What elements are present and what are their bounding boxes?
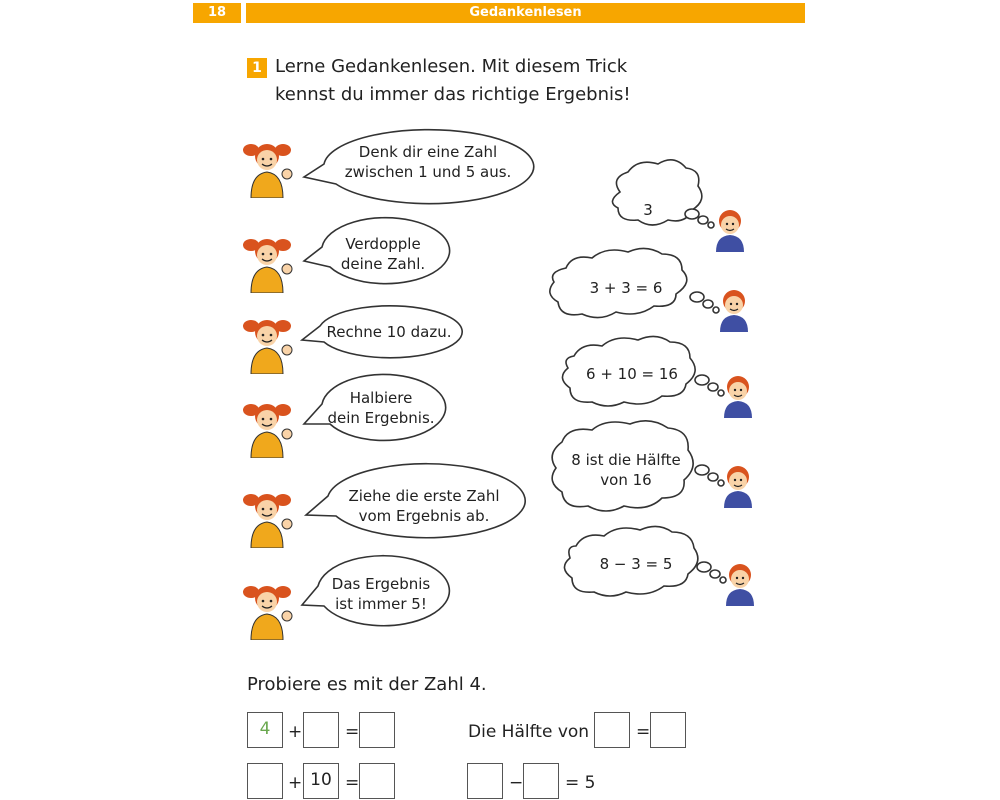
thought-text-3 <box>572 362 692 386</box>
plus-sign: + <box>288 773 303 793</box>
exercise-prompt: Probiere es mit der Zahl 4. <box>247 674 487 695</box>
speech-text-5 <box>324 484 524 528</box>
task-number: 1 <box>247 58 267 78</box>
answer-box[interactable] <box>247 763 283 799</box>
answer-box[interactable] <box>523 763 559 799</box>
speech-line: zwischen 1 und 5 aus. <box>344 163 512 181</box>
boy-illustration <box>718 464 758 508</box>
boy-illustration <box>718 374 758 418</box>
equals-sign: = <box>345 773 360 793</box>
speech-line: deine Zahl. <box>340 255 426 273</box>
speech-line: Rechne 10 dazu. <box>326 323 452 341</box>
speech-line: ist immer 5! <box>335 595 427 613</box>
equals-sign: = <box>636 722 651 742</box>
result-text: = 5 <box>565 773 596 793</box>
thought-text-1 <box>614 198 682 222</box>
answer-box[interactable] <box>303 712 339 748</box>
thought-line: 6 + 10 = 16 <box>586 365 678 383</box>
answer-box[interactable] <box>359 763 395 799</box>
girl-illustration <box>241 486 293 548</box>
speech-line: vom Ergebnis ab. <box>358 507 490 525</box>
answer-box[interactable] <box>467 763 503 799</box>
boy-illustration <box>710 208 750 252</box>
equals-sign: = <box>345 722 360 742</box>
plus-sign: + <box>288 722 303 742</box>
task-instruction-line2: kennst du immer das richtige Ergebnis! <box>275 84 631 105</box>
speech-text-3 <box>316 320 462 344</box>
speech-text-1 <box>322 140 534 184</box>
girl-illustration <box>241 136 293 198</box>
girl-illustration <box>241 578 293 640</box>
speech-line: Ziehe die erste Zahl <box>348 487 500 505</box>
answer-box[interactable] <box>359 712 395 748</box>
speech-line: Halbiere <box>349 389 413 407</box>
thought-text-4 <box>556 448 696 492</box>
thought-line: von 16 <box>600 471 652 489</box>
speech-text-4 <box>318 386 444 430</box>
answer-box-given: 10 <box>303 763 339 799</box>
speech-text-6 <box>314 572 448 616</box>
thought-text-2 <box>566 276 686 300</box>
thought-line: 3 <box>643 201 653 219</box>
half-label: Die Hälfte von <box>468 722 590 742</box>
thought-text-5 <box>576 552 696 576</box>
speech-line: dein Ergebnis. <box>327 409 435 427</box>
page-number: 18 <box>193 3 241 23</box>
girl-illustration <box>241 312 293 374</box>
speech-line: Verdopple <box>345 235 421 253</box>
answer-box[interactable] <box>594 712 630 748</box>
answer-box[interactable] <box>650 712 686 748</box>
minus-sign: − <box>509 773 524 793</box>
thought-line: 8 ist die Hälfte <box>571 451 681 469</box>
thought-line: 8 − 3 = 5 <box>599 555 673 573</box>
girl-illustration <box>241 231 293 293</box>
answer-box-start: 4 <box>247 712 283 748</box>
boy-illustration <box>720 562 760 606</box>
task-instruction-line1: Lerne Gedankenlesen. Mit diesem Trick <box>275 56 628 77</box>
speech-line: Denk dir eine Zahl <box>358 143 498 161</box>
thought-line: 3 + 3 = 6 <box>589 279 663 297</box>
speech-line: Das Ergebnis <box>331 575 431 593</box>
page-title: Gedankenlesen <box>246 3 805 23</box>
girl-illustration <box>241 396 293 458</box>
boy-illustration <box>714 288 754 332</box>
speech-text-2 <box>318 232 448 276</box>
